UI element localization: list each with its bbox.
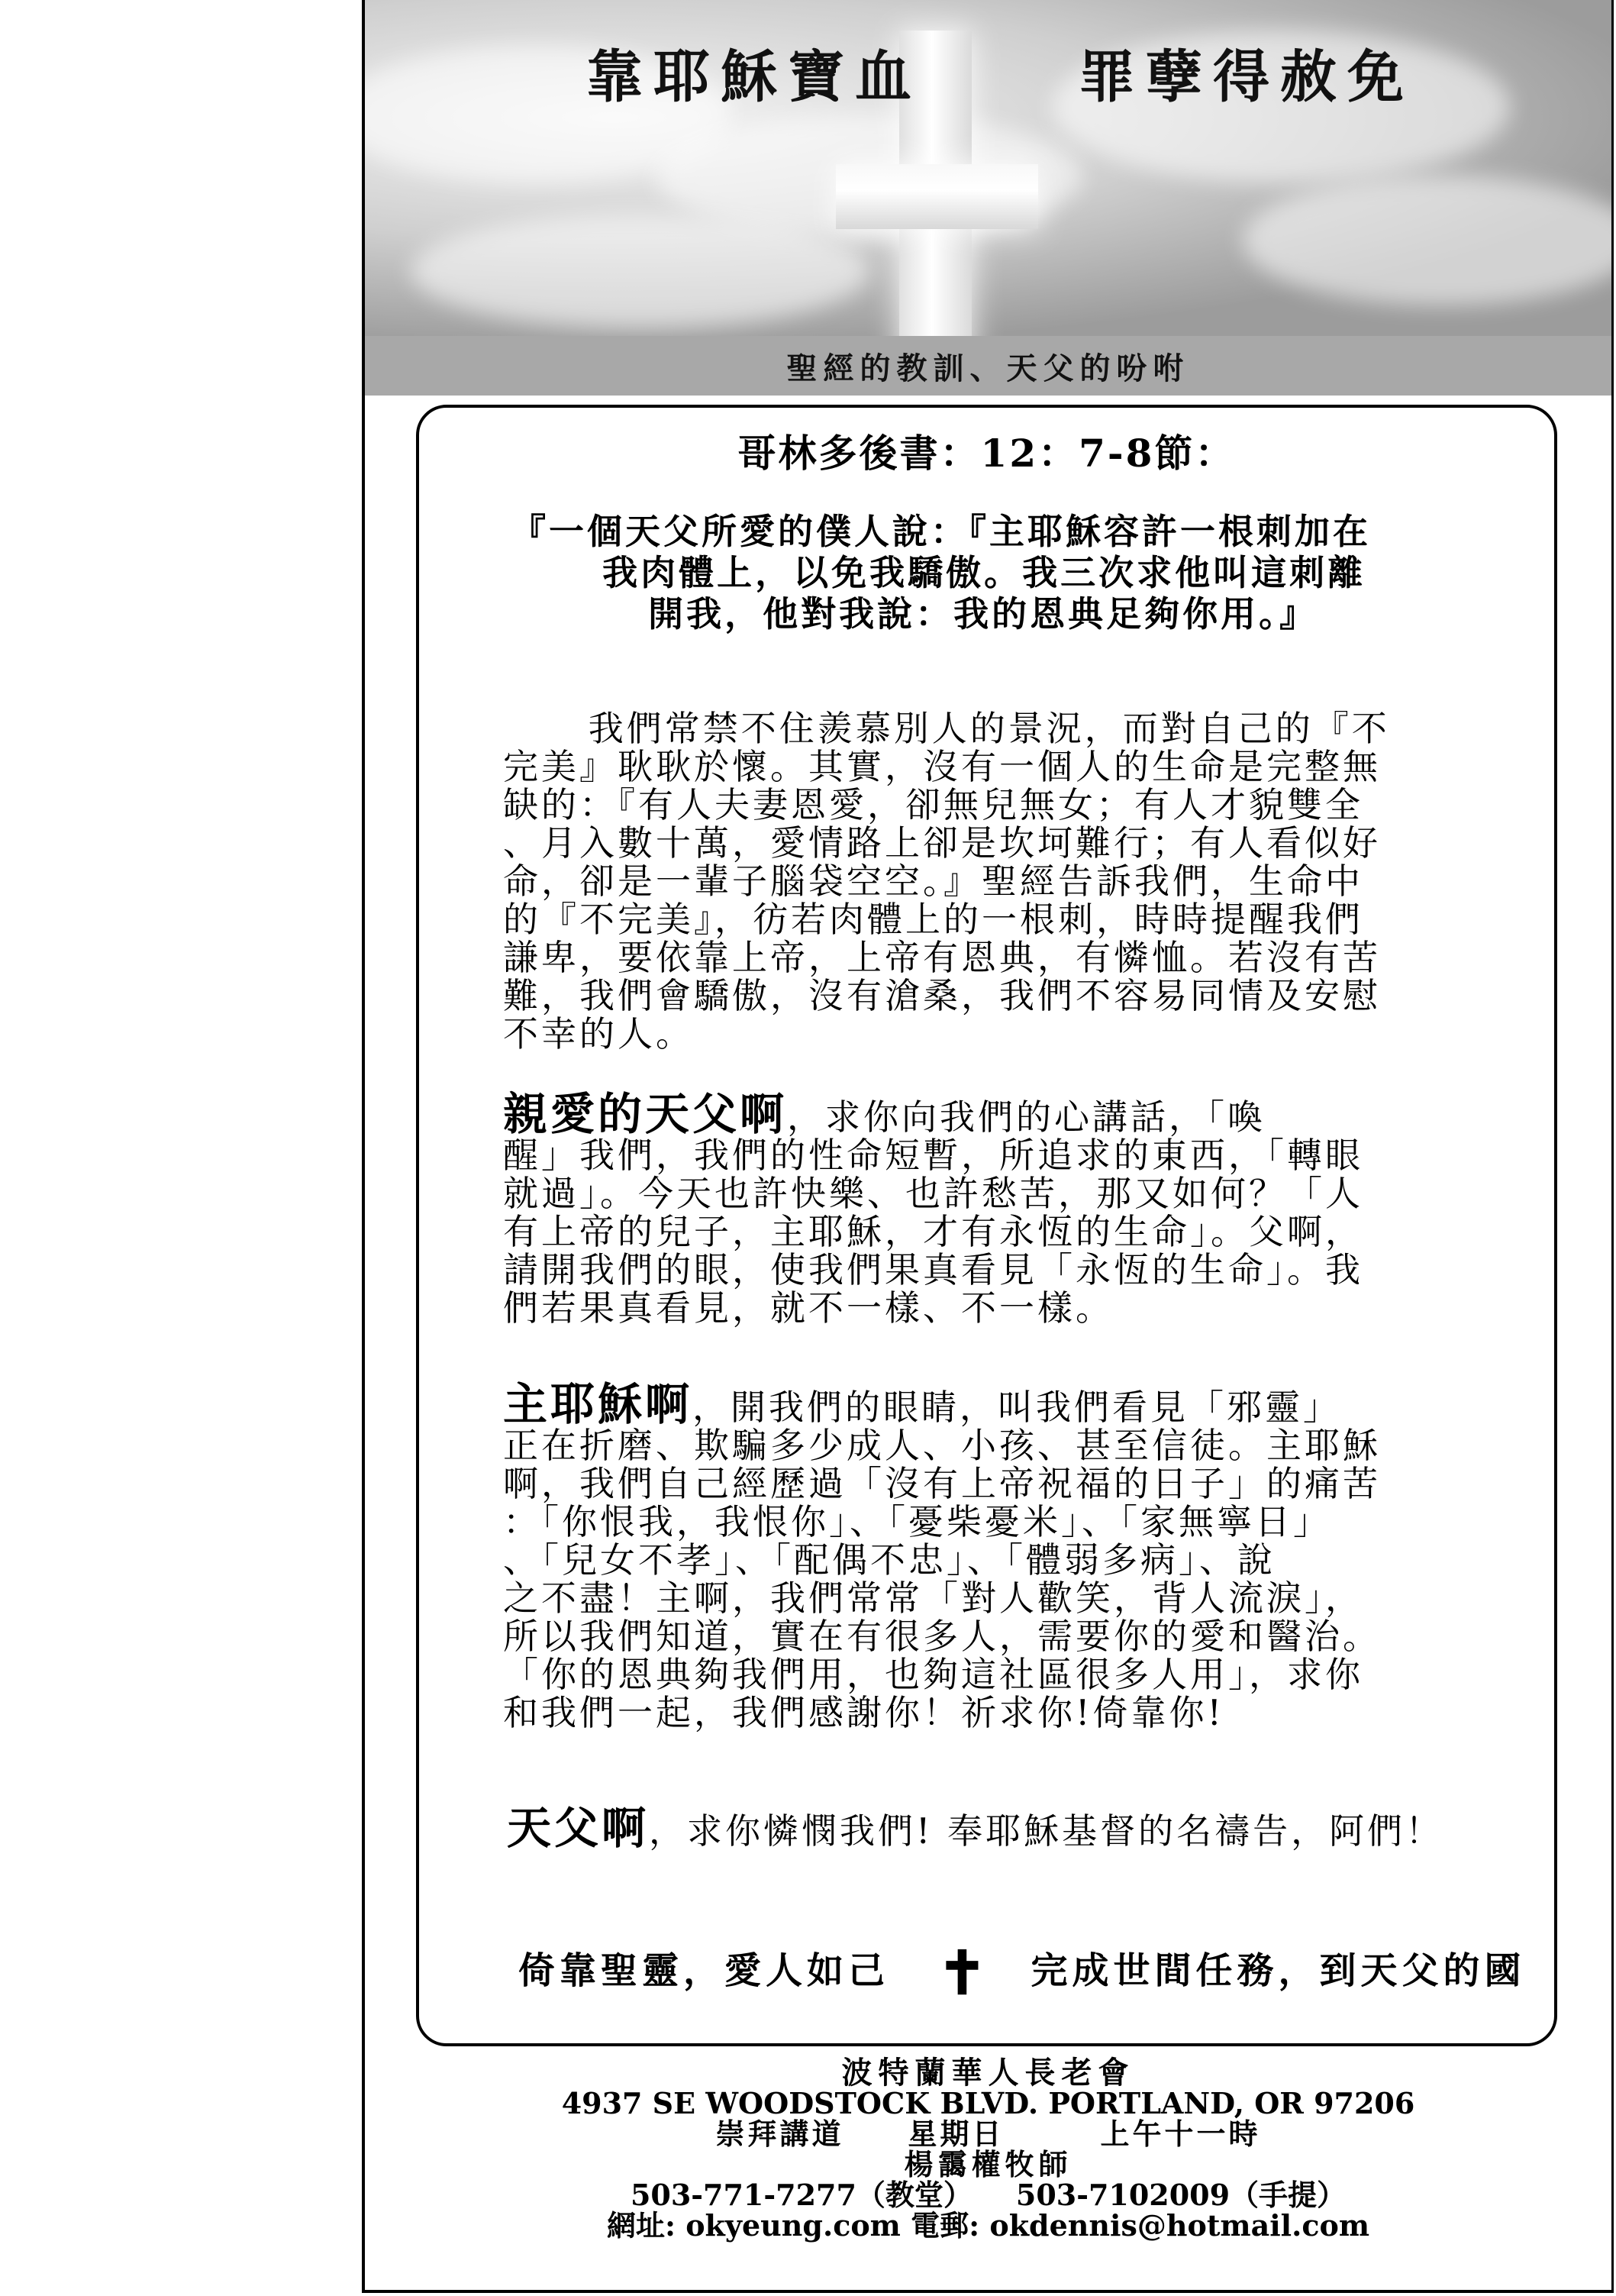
service-time: 崇拜講道 星期日 上午十一時 (715, 2117, 1261, 2151)
paragraph-body: ，求你憐憫我們! 奉耶穌基督的名禱告，阿們！ (649, 1810, 1444, 1852)
motto-right: 完成世間任務，到天父的國 (1031, 1949, 1526, 1992)
church-address: 4937 SE WOODSTOCK BLVD. PORTLAND, OR 97206 (561, 2086, 1415, 2120)
subtitle-bar (365, 336, 1611, 396)
content-box (416, 405, 1557, 2046)
paragraph-body: ，求你向我們的心講話，「喚 醒」我們，我們的性命短暫，所追求的東西，「轉眼 就過」。今天也許快樂、也許愁苦，那又如何？「人 有上帝的兒子，主耶穌，才有永恆的生命」。父啊， 請開我們的眼，使我們果真看見「永恆的生命」。我 們若果真看見，就不一樣、不一樣。 (503, 1096, 1363, 1329)
paragraph-prayer-jesus (503, 1378, 1381, 1733)
paragraph-reflection: 我們常禁不住羨慕別人的景況，而對自己的『不 完美』耿耿於懷。其實，沒有一個人的生命是完整無 缺的：『有人夫妻恩愛，卻無兒無女；有人才貌雙全 、月入數十萬，愛情路上卻是坎坷難行；有人看似好 命，卻是一輩子腦袋空空。』聖經告訴我們，生命中 的『不完美』，彷若肉體上的一根刺，時時提醒我們 謙卑，要依靠上帝，上帝有恩典，有憐恤。若沒有苦 難，我們會驕傲，沒有滄桑，我們不容易同情及安慰 不幸的人。 (503, 708, 1390, 1054)
banner-title-right: 罪孽得赦免 (1079, 44, 1414, 110)
motto (518, 1939, 1525, 2008)
web-email: 網址: okyeung.com 電郵: okdennis@hotmail.com (606, 2208, 1370, 2243)
scripture-reference: 哥林多後書：12：7-8節： (737, 431, 1236, 476)
paragraph-prayer-father (503, 1088, 1363, 1329)
paragraph-lead: 親愛的天父啊 (503, 1088, 788, 1140)
pastor-name: 楊靄權牧師 (904, 2147, 1072, 2181)
banner-title-left: 靠耶穌寶血 (586, 44, 922, 110)
closing-prayer (507, 1802, 1444, 1854)
header-banner (365, 0, 1611, 336)
paragraph-lead: 天父啊 (507, 1802, 650, 1854)
paragraph-lead: 主耶穌啊 (503, 1378, 693, 1430)
subtitle: 聖經的教訓、天父的吩咐 (786, 350, 1190, 386)
paragraph-body: ，開我們的眼睛，叫我們看見「邪靈」 正在折磨、欺騙多少成人、小孩、甚至信徒。主耶穌 啊，我們自己經歷過「沒有上帝祝福的日子」的痛苦 ：「你恨我，我恨你」、「憂柴憂米」、「家無寧日」 、「兒女不孝」、「配偶不忠」、「體弱多病」、說 之不盡！主啊，我們常常「對人歡笑，背人流淚」， 所以我們知道，實在有很多人，需要你的愛和醫治。 「你的恩典夠我們用，也夠這社區很多人用」，求你 和我們一起，我們感謝你！祈求你!倚靠你! (503, 1387, 1381, 1733)
phone-numbers: 503-771-7277（教堂） 503-7102009（手提） (630, 2178, 1347, 2212)
church-name: 波特蘭華人長老會 (841, 2055, 1135, 2091)
cross-icon: ✝ (937, 1939, 992, 2008)
motto-left: 倚靠聖靈，愛人如己 (518, 1949, 890, 1992)
scripture-verse: 『一個天父所愛的僕人說：『主耶穌容許一根刺加在 我肉體上，以免我驕傲。我三次求他叫這刺離 開我，他對我說：我的恩典足夠你用。』 (511, 511, 1371, 635)
church-footer (365, 2055, 1611, 2243)
